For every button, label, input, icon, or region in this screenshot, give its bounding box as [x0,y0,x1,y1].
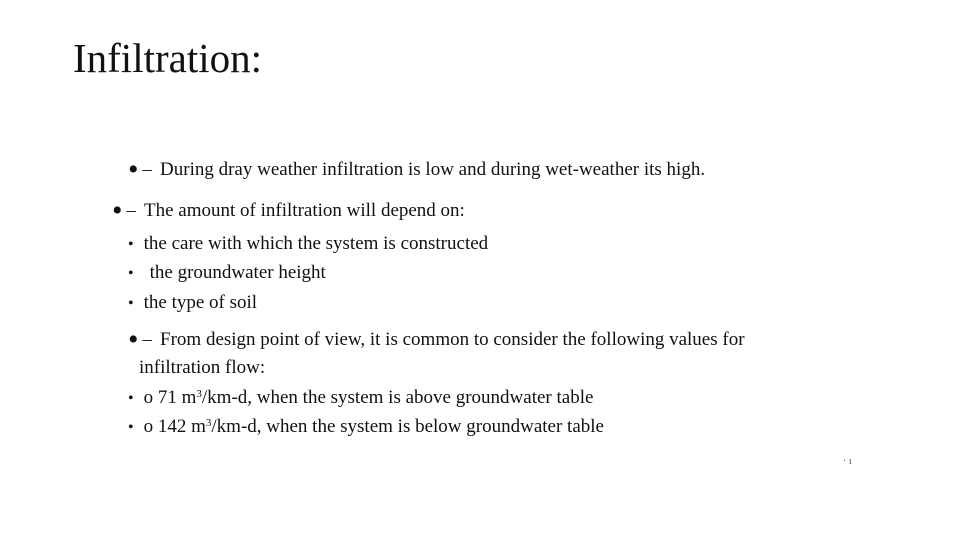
bullet-icon: • [128,323,139,356]
slide-title: Infiltration: [73,35,263,81]
list-item [128,386,593,411]
bullet-icon: • [128,236,134,253]
bullet-icon: • [128,390,134,407]
bullet-icon: • [128,419,134,436]
bullet-design [128,323,745,356]
bullet-design-text: From design point of view, it is common to consider the following values for [160,329,745,350]
list-item-text: the care with which the system is constructed [143,233,489,254]
value-prefix: o 142 m [143,416,206,437]
bullet-weather [128,153,706,186]
bullet-depends-text: The amount of infiltration will depend on: [144,200,465,221]
list-item [128,261,326,286]
list-item-text: the type of soil [143,292,258,313]
dash-icon: – [142,159,153,180]
bullet-icon: • [112,194,123,227]
value-prefix: o 71 m [143,387,197,408]
bullet-depends [112,194,465,227]
value-suffix: /km-d, when the system is above groundwater table [201,387,594,408]
dash-icon: – [142,329,153,350]
dash-icon: – [126,200,137,221]
list-item [128,415,604,440]
bullet-icon: • [128,153,139,186]
bullet-icon: • [128,295,134,312]
list-item [128,232,488,257]
corner-mark: · ı [843,456,852,467]
bullet-design-continuation: infiltration flow: [139,357,266,378]
list-item-text: the groundwater height [149,262,326,283]
value-exponent: 3 [205,417,212,429]
bullet-icon: • [128,265,134,282]
bullet-weather-text: During dray weather infiltration is low and during wet-weather its high. [160,159,706,180]
value-suffix: /km-d, when the system is below groundwater table [211,416,604,437]
value-exponent: 3 [196,388,202,400]
list-item [128,291,257,316]
